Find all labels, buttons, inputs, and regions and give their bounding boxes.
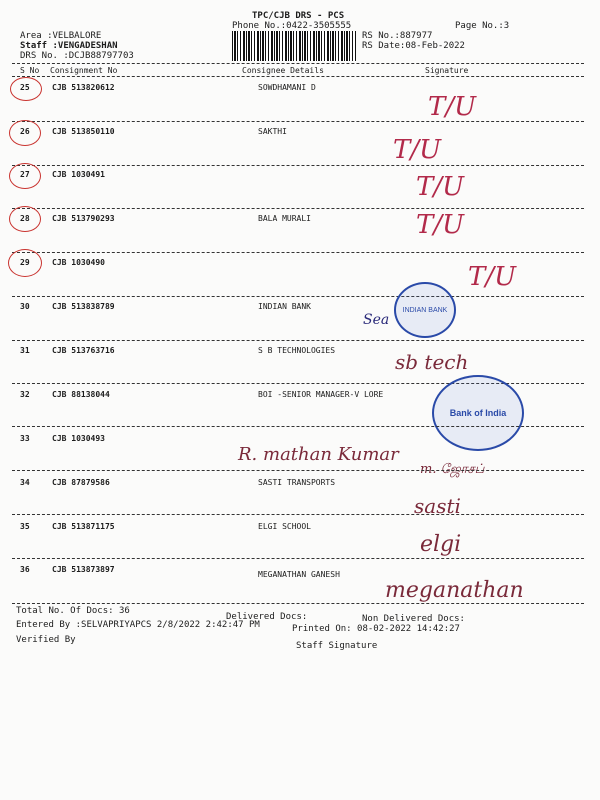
verified-by: Verified By [16,635,76,645]
row-sno: 35 [20,522,30,531]
page-number: Page No.:3 [455,21,510,31]
row-signature: Sea [363,312,390,328]
row-divider [12,603,584,604]
row-consignment: CJB 88138044 [52,390,110,399]
row-sno: 34 [20,478,30,487]
row-sno: 29 [20,258,30,267]
row-consignee: ELGI SCHOOL [258,522,311,531]
printed-on: Printed On: 08-02-2022 14:42:27 [292,624,460,634]
row-sno: 31 [20,346,30,355]
row-signature: meganathan [385,578,524,603]
rs-number: RS No.:887977 [362,31,433,41]
row-consignment: CJB 1030493 [52,434,105,443]
row-consignment: CJB 1030490 [52,258,105,267]
row-sno: 25 [20,83,30,92]
row-signature: T/U [468,262,517,292]
row-sno: 27 [20,170,30,179]
row-sno: 30 [20,302,30,311]
row-consignment: CJB 513820612 [52,83,115,92]
row-sno: 36 [20,565,30,574]
row-signature: elgi [420,532,462,557]
row-consignment: CJB 513763716 [52,346,115,355]
indian-bank-stamp: INDIAN BANK [394,282,456,338]
row-consignee: INDIAN BANK [258,302,311,311]
row-divider [12,252,584,253]
row-divider [12,165,584,166]
row-consignee: MEGANATHAN GANESH [258,570,340,579]
col-sno: S No [20,66,40,75]
col-consignment: Consignment No [50,66,118,75]
total-docs: Total No. Of Docs: 36 [16,606,130,616]
row-sno: 26 [20,127,30,136]
area-label: Area :VELBALORE [20,31,102,41]
drs-number: DRS No. :DCJB88797703 [20,51,134,61]
row-sno: 33 [20,434,30,443]
non-delivered-docs: Non Delivered Docs: [362,614,465,624]
row-divider [12,426,584,427]
entered-by: Entered By :SELVAPRIYAPCS 2/8/2022 2:42:47 PM [16,620,260,630]
extra-signature: m. ஜோசப் [420,462,485,477]
row-signature: sasti [414,494,461,518]
row-divider [12,340,584,341]
row-consignee: BOI -SENIOR MANAGER-V LORE [258,390,384,399]
doc-title: TPC/CJB DRS - PCS [252,11,345,21]
row-signature: sb tech [395,350,469,374]
delivered-docs: Delivered Docs: [226,612,308,622]
row-signature: T/U [416,172,465,202]
row-signature: R. mathan Kumar [238,444,399,465]
rs-date: RS Date:08-Feb-2022 [362,41,465,51]
row-signature: T/U [428,92,477,122]
col-signature: Signature [425,66,469,75]
row-consignment: CJB 513838789 [52,302,115,311]
row-divider [12,514,584,515]
row-consignment: CJB 513871175 [52,522,115,531]
row-consignment: CJB 87879586 [52,478,110,487]
staff-signature-label: Staff Signature [296,641,378,651]
row-consignee: BALA MURALI [258,214,311,223]
row-consignment: CJB 513850110 [52,127,115,136]
row-consignment: CJB 1030491 [52,170,105,179]
row-divider [12,558,584,559]
row-divider [12,208,584,209]
header-divider [12,63,584,64]
staff-label: Staff :VENGADESHAN [20,41,118,51]
row-divider [12,296,584,297]
row-consignee: S B TECHNOLOGIES [258,346,336,355]
bank-of-india-stamp: Bank of India [432,375,524,451]
barcode [232,31,356,61]
column-divider [12,76,584,77]
row-signature: T/U [416,210,465,240]
row-consignee: SASTI TRANSPORTS [258,478,336,487]
row-consignment: CJB 513790293 [52,214,115,223]
col-consignee: Consignee Details [242,66,324,75]
row-divider [12,470,584,471]
phone-number: Phone No.:0422-3505555 [232,21,352,31]
row-consignee: SAKTHI [258,127,287,136]
row-divider [12,121,584,122]
row-sno: 28 [20,214,30,223]
row-consignment: CJB 513873897 [52,565,115,574]
row-consignee: SOWDHAMANI D [258,83,316,92]
row-sno: 32 [20,390,30,399]
row-signature: T/U [393,135,442,165]
